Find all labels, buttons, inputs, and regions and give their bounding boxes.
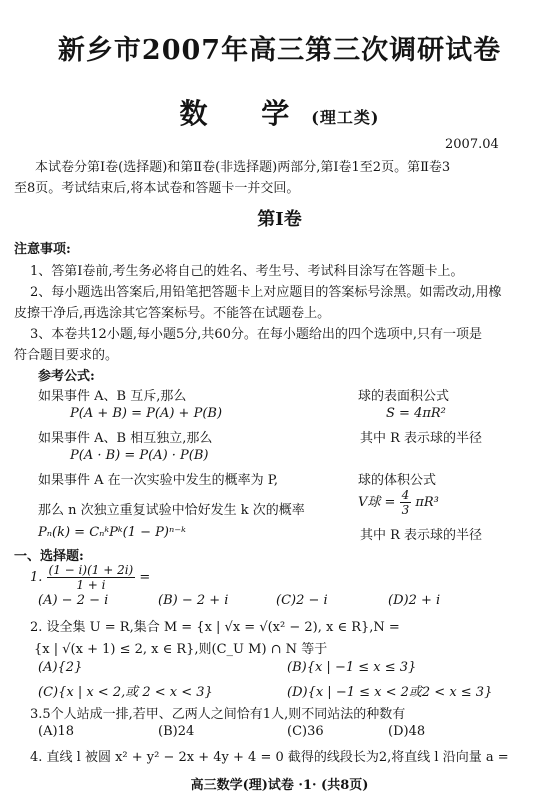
subject-heading: [0, 92, 559, 132]
question-3-option-c: (C)36: [287, 724, 324, 739]
question-1-option-d: (D)2 + i: [388, 593, 441, 608]
fraction-numerator: (1 − i)(1 + 2i): [48, 563, 134, 577]
formula-left-3: 如果事件 A、B 相互独立,那么: [38, 431, 213, 446]
intro-line-1: 本试卷分第Ⅰ卷(选择题)和第Ⅱ卷(非选择题)两部分,第Ⅰ卷1至2页。第Ⅱ卷3: [35, 160, 451, 175]
question-3-option-a: (A)18: [38, 724, 75, 739]
fraction-denominator: 1 + i: [76, 578, 106, 592]
question-2-option-a: (A){2}: [38, 660, 83, 675]
question-3-option-b: (B)24: [158, 724, 195, 739]
sphere-volume-fraction: [400, 488, 412, 517]
notice-item-3-line-2: 符合题目要求的。: [14, 348, 119, 363]
exam-title: 新乡市2007年高三第三次调研试卷: [57, 35, 502, 66]
formula-right-5: [358, 488, 439, 517]
volume-title: 第Ⅰ卷: [257, 209, 302, 230]
formula-left-6: 那么 n 次独立重复试验中恰好发生 k 次的概率: [38, 503, 305, 518]
question-1-option-a: (A) − 2 − i: [38, 593, 109, 608]
notice-item-2-line-2: 皮擦干净后,再选涂其它答案标号。不能答在试题卷上。: [14, 306, 331, 321]
notice-item-1: 1、答第Ⅰ卷前,考生务必将自己的姓名、考生号、考试科目涂写在答题卡上。: [30, 264, 464, 279]
formula-left-2: P(A + B) = P(A) + P(B): [70, 406, 223, 421]
subject-category: (理工类): [311, 108, 380, 127]
question-3-line-1: 3.5个人站成一排,若甲、乙两人之间恰有1人,则不同站法的种数有: [30, 707, 406, 722]
question-4-line-1: 4. 直线 l 被圆 x² + y² − 2x + 4y + 4 = 0 截得的线段长为2,将直线 l 沿向量 a =: [30, 750, 509, 765]
section-heading: 一、选择题:: [14, 549, 84, 564]
subject-name: 数 学: [179, 97, 312, 130]
notice-heading: 注意事项:: [14, 242, 71, 257]
notice-item-3-line-1: 3、本卷共12小题,每小题5分,共60分。在每小题给出的四个选项中,只有一项是: [30, 327, 483, 342]
intro-line-2: 至8页。考试结束后,将本试卷和答题卡一并交回。: [14, 181, 300, 196]
notice-item-2-line-1: 2、每小题选出答案后,用铅笔把答题卡上对应题目的答案标号涂黑。如需改动,用橡: [30, 285, 502, 300]
sphere-volume-prefix: V球 =: [358, 495, 396, 510]
formula-right-4: 球的体积公式: [358, 473, 437, 488]
page-footer: 高三数学(理)试卷 ·1· (共8页): [190, 778, 369, 793]
question-1: [30, 563, 150, 592]
fraction-denominator: 3: [401, 503, 410, 517]
formula-left-1: 如果事件 A、B 互斥,那么: [38, 389, 187, 404]
equals-sign: =: [139, 570, 151, 585]
question-2-option-d: (D){x | −1 ≤ x < 2或2 < x ≤ 3}: [287, 685, 493, 700]
question-2-option-c: (C){x | x < 2,或 2 < x < 3}: [38, 685, 213, 700]
sphere-volume-suffix: πR³: [415, 495, 439, 510]
formula-heading: 参考公式:: [38, 369, 95, 384]
formula-left-5: 如果事件 A 在一次实验中发生的概率为 P,: [38, 473, 279, 488]
question-2-line-1: 2. 设全集 U = R,集合 M = {x | √x = √(x² − 2), x ∈ R},N =: [30, 620, 400, 635]
question-1-option-c: (C)2 − i: [276, 593, 328, 608]
formula-right-2: S = 4πR²: [386, 406, 446, 421]
formula-right-3: 其中 R 表示球的半径: [360, 431, 483, 446]
fraction-numerator: 4: [401, 488, 410, 502]
formula-right-6: 其中 R 表示球的半径: [360, 528, 483, 543]
formula-left-4: P(A · B) = P(A) · P(B): [70, 448, 209, 463]
question-1-fraction: [47, 563, 136, 592]
question-2-line-2: {x | √(x + 1) ≤ 2, x ∈ R},则(C_U M) ∩ N 等于: [34, 642, 328, 657]
formula-left-7: Pₙ(k) = CₙᵏPᵏ(1 − P)ⁿ⁻ᵏ: [38, 525, 186, 540]
exam-date: 2007.04: [445, 137, 499, 152]
question-1-option-b: (B) − 2 + i: [158, 593, 229, 608]
question-3-option-d: (D)48: [388, 724, 426, 739]
question-2-option-b: (B){x | −1 ≤ x ≤ 3}: [287, 660, 417, 675]
formula-right-1: 球的表面积公式: [358, 389, 450, 404]
question-number: 1.: [30, 570, 43, 585]
